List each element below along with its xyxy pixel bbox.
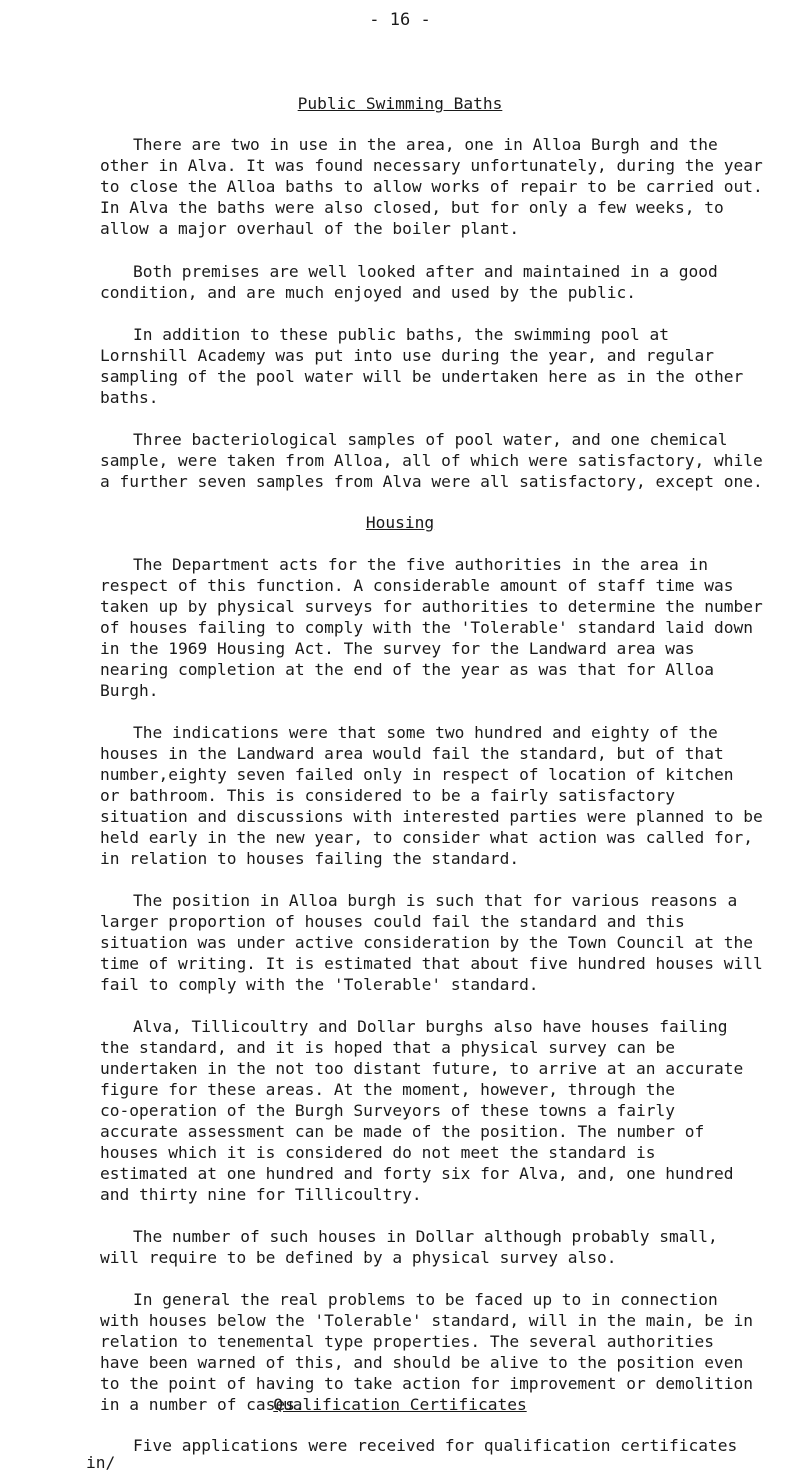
text-line: baths.	[100, 388, 159, 407]
text-line: undertaken in the not too distant future, to arrive at an accurate	[100, 1059, 744, 1078]
text-line: nearing completion at the end of the year as was that for Alloa	[100, 660, 714, 679]
text-line: and thirty nine for Tillicoultry.	[100, 1185, 422, 1204]
text-line: in the 1969 Housing Act. The survey for the Landward area was	[100, 639, 695, 658]
text-line: held early in the new year, to consider what action was called for,	[100, 828, 753, 847]
text-line: of houses failing to comply with the 'Tolerable' standard laid down	[100, 618, 753, 637]
paragraph	[100, 429, 790, 492]
text-line: taken up by physical surveys for authorities to determine the number	[100, 597, 763, 616]
text-line: The number of such houses in Dollar although probably small,	[133, 1227, 718, 1246]
text-line: number,eighty seven failed only in respect of location of kitchen	[100, 765, 734, 784]
text-line: with houses below the 'Tolerable' standard, will in the main, be in	[100, 1311, 753, 1330]
text-line: houses in the Landward area would fail the standard, but of that	[100, 744, 724, 763]
text-line: The indications were that some two hundred and eighty of the	[133, 723, 718, 742]
paragraph	[100, 261, 790, 303]
text-line: in relation to houses failing the standard.	[100, 849, 520, 868]
section-heading-housing: Housing	[365, 513, 435, 532]
text-line: Both premises are well looked after and maintained in a good	[133, 262, 718, 281]
text-line: in/	[86, 1453, 116, 1472]
text-line: to the point of having to take action for improvement or demolition	[100, 1374, 753, 1393]
text-line: relation to tenemental type properties. The several authorities	[100, 1332, 714, 1351]
text-line: or bathroom. This is considered to be a fairly satisfactory	[100, 786, 675, 805]
paragraph	[100, 554, 790, 701]
text-line: situation and discussions with interested parties were planned to be	[100, 807, 763, 826]
paragraph	[100, 1016, 790, 1205]
text-line: Five applications were received for qualification certificates	[133, 1436, 738, 1455]
paragraph	[100, 1226, 790, 1268]
text-line: Alva, Tillicoultry and Dollar burghs also have houses failing	[133, 1017, 728, 1036]
text-line: allow a major overhaul of the boiler plant.	[100, 219, 520, 238]
text-line: time of writing. It is estimated that about five hundred houses will	[100, 954, 763, 973]
text-line: Lornshill Academy was put into use during the year, and regular	[100, 346, 714, 365]
text-line: Three bacteriological samples of pool water, and one chemical	[133, 430, 728, 449]
paragraph	[100, 134, 790, 239]
text-line: accurate assessment can be made of the position. The number of	[100, 1122, 705, 1141]
text-line: condition, and are much enjoyed and used by the public.	[100, 283, 637, 302]
text-line: houses which it is considered do not meet the standard is	[100, 1143, 656, 1162]
text-line: the standard, and it is hoped that a physical survey can be	[100, 1038, 675, 1057]
paragraph	[100, 324, 790, 408]
text-line: figure for these areas. At the moment, however, through the	[100, 1080, 675, 1099]
text-line: sampling of the pool water will be undertaken here as in the other	[100, 367, 744, 386]
text-line: estimated at one hundred and forty six for Alva, and, one hundred	[100, 1164, 734, 1183]
text-line: situation was under active consideration by the Town Council at the	[100, 933, 753, 952]
text-line: a further seven samples from Alva were all satisfactory, except one.	[100, 472, 763, 491]
paragraph	[100, 722, 790, 869]
text-line: respect of this function. A considerable amount of staff time was	[100, 576, 734, 595]
text-line: The position in Alloa burgh is such that for various reasons a	[133, 891, 738, 910]
text-line: in a number of cases.	[100, 1395, 305, 1414]
text-line: The Department acts for the five authorities in the area in	[133, 555, 708, 574]
text-line: will require to be defined by a physical survey also.	[100, 1248, 617, 1267]
paragraph	[86, 1435, 790, 1472]
page-number: - 16 -	[369, 10, 431, 30]
section-heading-qualification-certificates: Qualification Certificates	[273, 1395, 527, 1414]
text-line: Burgh.	[100, 681, 159, 700]
text-line: In general the real problems to be faced up to in connection	[133, 1290, 718, 1309]
text-line: In Alva the baths were also closed, but for only a few weeks, to	[100, 198, 724, 217]
text-line: to close the Alloa baths to allow works of repair to be carried out.	[100, 177, 763, 196]
text-line: other in Alva. It was found necessary unfortunately, during the year	[100, 156, 763, 175]
text-line: larger proportion of houses could fail the standard and this	[100, 912, 685, 931]
text-line: have been warned of this, and should be alive to the position even	[100, 1353, 744, 1372]
text-line: sample, were taken from Alloa, all of which were satisfactory, while	[100, 451, 763, 470]
section-heading-swimming-baths: Public Swimming Baths	[297, 94, 503, 113]
text-line: co-operation of the Burgh Surveyors of these towns a fairly	[100, 1101, 675, 1120]
paragraph	[100, 890, 790, 995]
text-line: fail to comply with the 'Tolerable' standard.	[100, 975, 539, 994]
text-line: There are two in use in the area, one in Alloa Burgh and the	[133, 135, 718, 154]
text-line: In addition to these public baths, the swimming pool at	[133, 325, 670, 344]
